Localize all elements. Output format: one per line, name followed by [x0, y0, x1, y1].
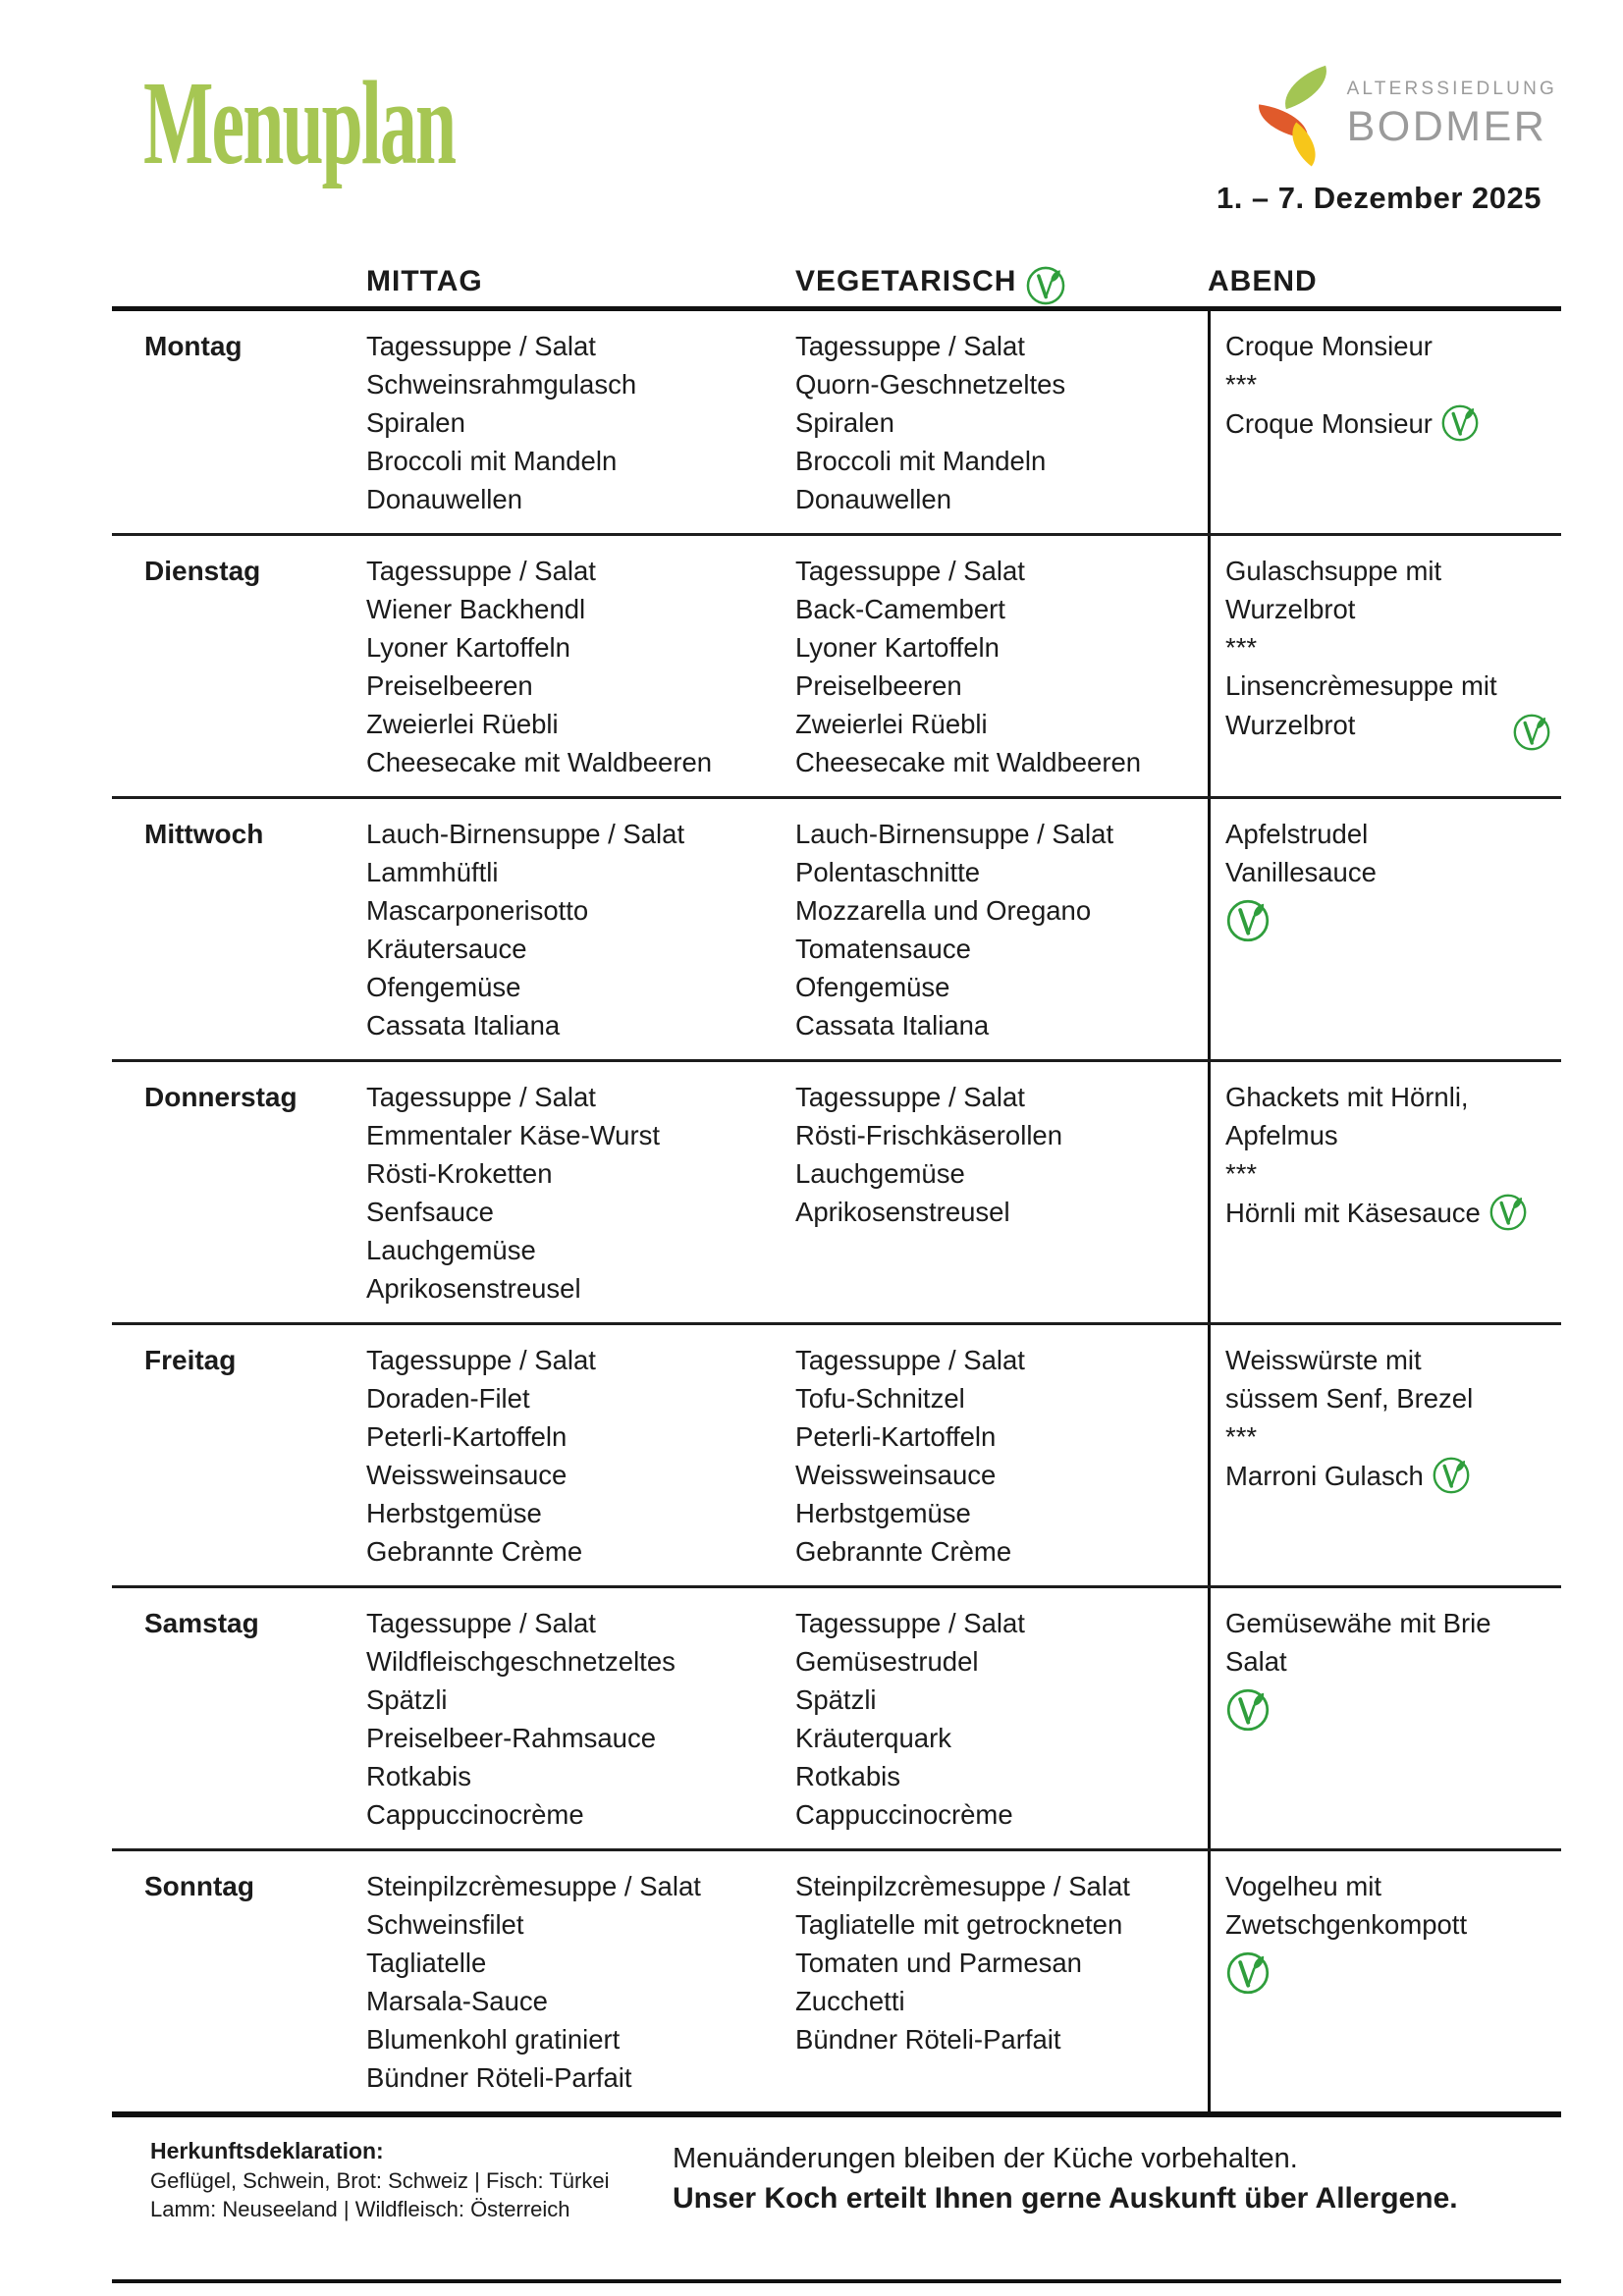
mittag-menu — [366, 1588, 795, 1848]
menu-item: Spiralen — [795, 407, 894, 438]
menu-item: Spätzli — [795, 1684, 877, 1715]
vegetarisch-menu — [795, 1588, 1208, 1848]
abend-menu — [1208, 311, 1561, 533]
menu-item: Mozzarella und Oregano — [795, 895, 1092, 926]
menu-item: Wurzelbrot — [1225, 705, 1557, 744]
menu-item: *** — [1225, 1421, 1258, 1452]
menu-item: Wildfleischgeschnetzeltes — [366, 1646, 676, 1677]
page-title: Menuplan — [143, 57, 456, 189]
menu-item: Tagessuppe / Salat — [366, 331, 596, 361]
menu-item: Lyoner Kartoffeln — [366, 632, 570, 663]
menu-item: Tagessuppe / Salat — [366, 1082, 596, 1112]
menu-item: *** — [1225, 632, 1258, 663]
menu-item: Tagessuppe / Salat — [795, 1345, 1025, 1375]
menu-item: Tagessuppe / Salat — [366, 556, 596, 586]
mittag-menu — [366, 1062, 795, 1322]
menu-item: Tagessuppe / Salat — [795, 1082, 1025, 1112]
origin-title: Herkunftsdeklaration: — [150, 2138, 384, 2163]
menu-row-dienstag — [112, 533, 1561, 796]
vegetarian-icon — [1225, 898, 1271, 943]
menu-item: Preiselbeeren — [366, 670, 533, 701]
menu-item: Kräutersauce — [366, 934, 527, 964]
menu-item: Tagessuppe / Salat — [795, 1608, 1025, 1638]
menu-item: Broccoli mit Mandeln — [366, 446, 618, 476]
day-label: Freitag — [144, 1345, 237, 1375]
logo-line-top: ALTERSSIEDLUNG — [1346, 79, 1557, 99]
vegetarian-icon — [1025, 265, 1066, 306]
mittag-menu — [366, 311, 795, 533]
menu-item: Blumenkohl gratiniert — [366, 2024, 621, 2055]
menu-item: Rotkabis — [795, 1761, 900, 1791]
menu-item: Tagessuppe / Salat — [366, 1608, 596, 1638]
menu-item: Schweinsrahmgulasch — [366, 369, 637, 400]
kitchen-notes — [673, 2136, 1458, 2216]
menu-item: Cassata Italiana — [795, 1010, 990, 1041]
menu-item: Tomaten und Parmesan — [795, 1948, 1082, 1978]
menu-item: Mascarponerisotto — [366, 895, 589, 926]
menu-item: Apfelmus — [1225, 1120, 1338, 1150]
menu-item: Peterli-Kartoffeln — [366, 1421, 568, 1452]
vegetarisch-menu — [795, 536, 1208, 796]
menu-item: Lauch-Birnensuppe / Salat — [795, 819, 1114, 849]
table-header-row — [112, 253, 1561, 311]
vegetarisch-menu — [795, 311, 1208, 533]
day-label: Sonntag — [144, 1871, 254, 1901]
menu-item: Broccoli mit Mandeln — [795, 446, 1047, 476]
menu-table — [112, 253, 1561, 2117]
logo-text — [1347, 71, 1557, 151]
mittag-menu — [366, 1851, 795, 2111]
day-label: Montag — [144, 331, 243, 361]
menu-item: Rösti-Kroketten — [366, 1158, 553, 1189]
menu-row-sonntag — [112, 1848, 1561, 2111]
menu-item: *** — [1225, 1158, 1258, 1189]
menu-item: Tomatensauce — [795, 934, 971, 964]
vegetarian-icon — [1488, 1193, 1528, 1232]
logo — [1257, 71, 1557, 163]
menu-item: Lauchgemüse — [366, 1235, 536, 1265]
menu-item: Zwetschgenkompott — [1225, 1909, 1468, 1940]
menu-item: Bündner Röteli-Parfait — [366, 2062, 632, 2093]
menu-item: Gulaschsuppe mit — [1225, 556, 1442, 586]
menu-row-freitag — [112, 1322, 1561, 1585]
menu-item: Donauwellen — [795, 484, 951, 514]
abend-menu — [1208, 1588, 1561, 1848]
menu-item: Vogelheu mit — [1225, 1871, 1381, 1901]
menu-item: Weisswürste mit — [1225, 1345, 1422, 1375]
menu-item: Weissweinsauce — [795, 1460, 997, 1490]
menu-item: Kräuterquark — [795, 1723, 951, 1753]
menu-item: Aprikosenstreusel — [795, 1197, 1010, 1227]
menu-item: Preiselbeer-Rahmsauce — [366, 1723, 656, 1753]
menu-row-mittwoch — [112, 796, 1561, 1059]
mittag-menu — [366, 1325, 795, 1585]
menu-item: Cassata Italiana — [366, 1010, 561, 1041]
menu-item: Zucchetti — [795, 1986, 905, 2016]
col-header-vegetarisch — [795, 253, 1208, 306]
menu-item: Tagessuppe / Salat — [366, 1345, 596, 1375]
menu-item — [1225, 898, 1557, 943]
menu-row-montag — [112, 311, 1561, 533]
menu-item: Ofengemüse — [366, 972, 521, 1002]
day-label: Donnerstag — [144, 1082, 298, 1112]
menu-item: Gebrannte Crème — [795, 1536, 1012, 1567]
abend-menu — [1208, 1325, 1561, 1585]
day-label: Dienstag — [144, 556, 261, 586]
col-header-mittag: MITTAG — [366, 265, 483, 297]
origin-declaration — [150, 2136, 639, 2223]
menu-item: Tagliatelle mit getrockneten — [795, 1909, 1123, 1940]
menu-item: Tagessuppe / Salat — [795, 331, 1025, 361]
day-label: Mittwoch — [144, 819, 264, 849]
mittag-menu — [366, 799, 795, 1059]
menu-item: Spätzli — [366, 1684, 448, 1715]
menu-item: Lyoner Kartoffeln — [795, 632, 1000, 663]
menu-item: Aprikosenstreusel — [366, 1273, 581, 1304]
menu-item: Cheesecake mit Waldbeeren — [795, 747, 1142, 777]
menu-item: Wiener Backhendl — [366, 594, 586, 624]
green-leaf-icon — [1276, 66, 1334, 110]
menu-item: Wurzelbrot — [1225, 594, 1356, 624]
menu-item — [1225, 1950, 1557, 1996]
page-bottom-rule — [112, 2279, 1561, 2283]
menu-item: Senfsauce — [366, 1197, 494, 1227]
menu-item: Cappuccinocrème — [366, 1799, 584, 1830]
menu-item: Ofengemüse — [795, 972, 950, 1002]
menu-item: Tagliatelle — [366, 1948, 487, 1978]
menu-item: Back-Camembert — [795, 594, 1005, 624]
menu-change-note: Menuänderungen bleiben der Küche vorbehalten. — [673, 2143, 1298, 2174]
menu-item: süssem Senf, Brezel — [1225, 1383, 1474, 1414]
menu-item: Ghackets mit Hörnli, — [1225, 1082, 1469, 1112]
menu-item: Steinpilzcrèmesuppe / Salat — [366, 1871, 701, 1901]
menu-item: Croque Monsieur — [1225, 403, 1557, 443]
menu-item: Bündner Röteli-Parfait — [795, 2024, 1061, 2055]
menu-item: Marsala-Sauce — [366, 1986, 548, 2016]
menu-item: Doraden-Filet — [366, 1383, 530, 1414]
menu-item: Quorn-Geschnetzeltes — [795, 369, 1066, 400]
menu-item: Cheesecake mit Waldbeeren — [366, 747, 713, 777]
abend-menu — [1208, 1851, 1561, 2111]
menu-item: Rotkabis — [366, 1761, 471, 1791]
vegetarisch-menu — [795, 1325, 1208, 1585]
menu-item: Gebrannte Crème — [366, 1536, 583, 1567]
menu-item: Gemüsestrudel — [795, 1646, 979, 1677]
date-range: 1. – 7. Dezember 2025 — [1216, 181, 1542, 215]
vegetarisch-menu — [795, 1851, 1208, 2111]
menu-item: Vanillesauce — [1225, 857, 1377, 887]
col-header-vegetarisch-label: VEGETARISCH — [795, 265, 1017, 297]
menu-item — [1225, 1687, 1557, 1733]
logo-leaves-icon — [1257, 71, 1335, 163]
allergen-note: Unser Koch erteilt Ihnen gerne Auskunft über Allergene. — [673, 2182, 1458, 2215]
col-header-abend: ABEND — [1208, 265, 1318, 297]
vegetarisch-menu — [795, 799, 1208, 1059]
abend-menu — [1208, 536, 1561, 796]
menu-item: Preiselbeeren — [795, 670, 962, 701]
menu-item: Polentaschnitte — [795, 857, 981, 887]
vegetarisch-menu — [795, 1062, 1208, 1322]
menu-item: Cappuccinocrème — [795, 1799, 1013, 1830]
vegetarian-icon — [1225, 1687, 1271, 1733]
vegetarian-icon — [1512, 713, 1551, 752]
abend-menu — [1208, 1062, 1561, 1322]
menu-item: Hörnli mit Käsesauce — [1225, 1193, 1557, 1232]
menu-item: Emmentaler Käse-Wurst — [366, 1120, 661, 1150]
menu-row-samstag — [112, 1585, 1561, 1848]
menu-item: Salat — [1225, 1646, 1287, 1677]
origin-line-1: Geflügel, Schwein, Brot: Schweiz | Fisch: Türkei — [150, 2168, 610, 2193]
logo-line-bottom: BODMER — [1346, 103, 1547, 150]
footer — [112, 2136, 1561, 2223]
col-header-day — [112, 253, 366, 306]
menu-item: Linsencrèmesuppe mit — [1225, 670, 1497, 701]
table-body — [112, 311, 1561, 2117]
menu-item: Apfelstrudel — [1225, 819, 1369, 849]
vegetarian-icon — [1432, 1456, 1471, 1495]
menu-item: Herbstgemüse — [366, 1498, 542, 1528]
menu-row-donnerstag — [112, 1059, 1561, 1322]
menu-item: Tagessuppe / Salat — [795, 556, 1025, 586]
menu-item: Weissweinsauce — [366, 1460, 568, 1490]
origin-line-2: Lamm: Neuseeland | Wildfleisch: Österreich — [150, 2197, 570, 2221]
menu-item: Herbstgemüse — [795, 1498, 971, 1528]
menu-item: Rösti-Frischkäserollen — [795, 1120, 1063, 1150]
menu-item: Donauwellen — [366, 484, 522, 514]
menu-item: Tofu-Schnitzel — [795, 1383, 965, 1414]
menu-item: Lammhüftli — [366, 857, 499, 887]
menu-item: Lauch-Birnensuppe / Salat — [366, 819, 685, 849]
menu-item: Lauchgemüse — [795, 1158, 965, 1189]
menu-item: *** — [1225, 369, 1258, 400]
menu-item: Zweierlei Rüebli — [366, 709, 559, 739]
menu-item: Spiralen — [366, 407, 465, 438]
menu-item: Gemüsewähe mit Brie — [1225, 1608, 1491, 1638]
menu-item: Schweinsfilet — [366, 1909, 524, 1940]
day-label: Samstag — [144, 1608, 259, 1638]
vegetarian-icon — [1440, 403, 1480, 443]
mittag-menu — [366, 536, 795, 796]
menu-item: Peterli-Kartoffeln — [795, 1421, 997, 1452]
menu-item: Zweierlei Rüebli — [795, 709, 988, 739]
menu-item: Croque Monsieur — [1225, 331, 1433, 361]
vegetarian-icon — [1225, 1950, 1271, 1996]
abend-menu — [1208, 799, 1561, 1059]
menu-item: Marroni Gulasch — [1225, 1456, 1557, 1495]
menu-item: Steinpilzcrèmesuppe / Salat — [795, 1871, 1130, 1901]
